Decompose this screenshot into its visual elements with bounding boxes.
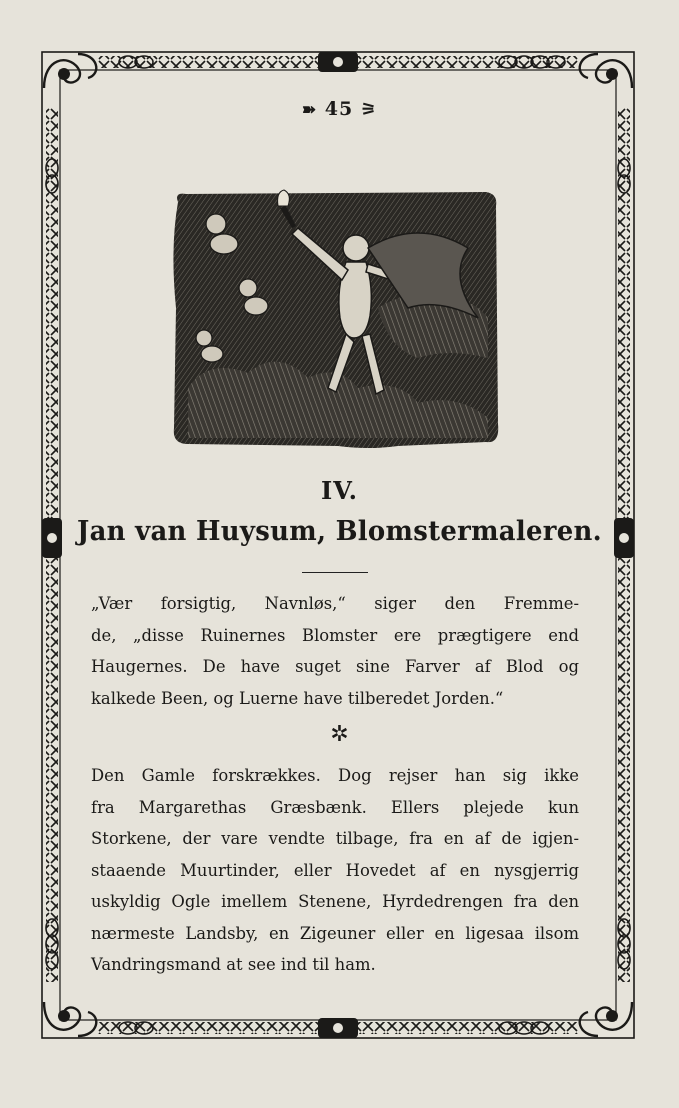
paragraph-line: nærmeste Landsby, en Zigeuner eller en ligesaa ilsom <box>91 923 579 943</box>
chapter-number: IV. <box>320 476 358 505</box>
paragraph-line: Vandringsmand at see ind til ham. <box>91 955 376 974</box>
paragraph-line: staaende Muurtinder, eller Hovedet af en nysgjerrig <box>91 860 579 880</box>
paragraph-2 <box>91 760 579 981</box>
paragraph-line: kalkede Been, og Luerne have tilberedet Jorden.“ <box>91 688 504 708</box>
paragraph-line: fra Margarethas Græsbænk. Ellers plejede kun <box>91 797 579 817</box>
paragraph-line: Haugernes. De have suget sine Farver af Blod og <box>91 657 579 676</box>
woodcut-illustration <box>168 188 501 450</box>
paragraph-1 <box>91 588 579 714</box>
page-number-value: 45 <box>324 98 354 120</box>
title-divider <box>302 572 368 573</box>
paragraph-line: „Vær forsigtig, Navnløs,“ siger den Fremme- <box>91 594 579 613</box>
page-number <box>0 98 679 120</box>
paragraph-line: de, „disse Ruinernes Blomster ere prægtigere end <box>91 625 579 645</box>
paragraph-line: Den Gamle forskrækkes. Dog rejser han sig ikke <box>91 766 579 785</box>
paragraph-line: uskyldig Ogle imellem Stenene, Hyrdedrengen fra den <box>91 892 579 911</box>
woodcut-allegorical-figure-icon <box>168 188 501 450</box>
asterism-icon: ✲ <box>330 722 349 747</box>
paragraph-line: Storkene, der vare vendte tilbage, fra en af de igjen- <box>91 829 579 848</box>
chapter-title: Jan van Huysum, Blomstermaleren. <box>77 516 602 547</box>
page-number-ornament-left-icon: ➽ <box>301 100 318 120</box>
page-number-ornament-right-icon: ⚞ <box>360 100 378 120</box>
